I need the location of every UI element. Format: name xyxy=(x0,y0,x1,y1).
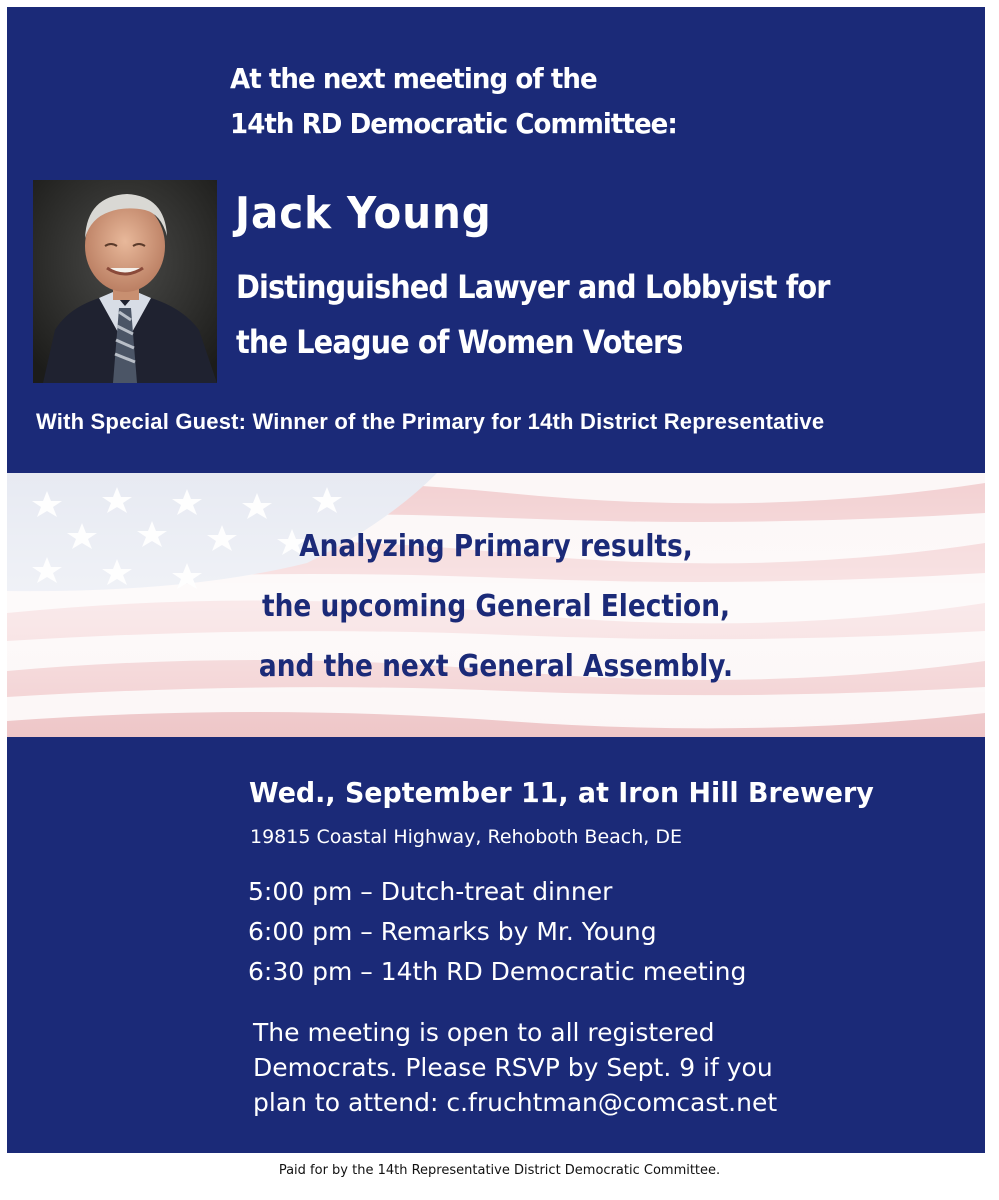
topics xyxy=(7,517,985,697)
heading-line-2: 14th RD Democratic Committee: xyxy=(230,107,677,140)
topic-line-1: Analyzing Primary results, xyxy=(299,529,693,564)
topic-line-2: the upcoming General Election, xyxy=(261,589,731,624)
event-date-venue: Wed., September 11, at Iron Hill Brewery xyxy=(249,776,874,809)
topic-line-3: and the next General Assembly. xyxy=(258,649,734,684)
speaker-title-line-2: the League of Women Voters xyxy=(236,323,683,361)
speaker-title-line-1: Distinguished Lawyer and Lobbyist for xyxy=(236,268,830,306)
rsvp-note xyxy=(253,1015,777,1120)
meeting-heading xyxy=(230,56,677,146)
schedule-item: 6:30 pm – 14th RD Democratic meeting xyxy=(248,957,747,986)
schedule-item: 6:00 pm – Remarks by Mr. Young xyxy=(248,917,657,946)
flag-banner xyxy=(7,473,985,737)
speaker-name: Jack Young xyxy=(235,188,492,239)
schedule-item: 5:00 pm – Dutch-treat dinner xyxy=(248,877,613,906)
heading-line-1: At the next meeting of the xyxy=(230,62,597,95)
rsvp-note-line: plan to attend: c.fruchtman@comcast.net xyxy=(253,1088,778,1117)
speaker-portrait-image xyxy=(33,180,217,383)
speaker-title xyxy=(236,260,830,370)
speaker-photo xyxy=(33,180,217,383)
special-guest: With Special Guest: Winner of the Primary for 14th District Representative xyxy=(36,409,825,434)
event-schedule xyxy=(248,872,746,992)
paid-for-disclaimer: Paid for by the 14th Representative District Democratic Committee. xyxy=(278,1163,721,1178)
rsvp-note-line: The meeting is open to all registered xyxy=(253,1018,715,1047)
rsvp-note-line: Democrats. Please RSVP by Sept. 9 if you xyxy=(253,1053,773,1082)
event-address: 19815 Coastal Highway, Rehoboth Beach, DE xyxy=(250,826,682,848)
